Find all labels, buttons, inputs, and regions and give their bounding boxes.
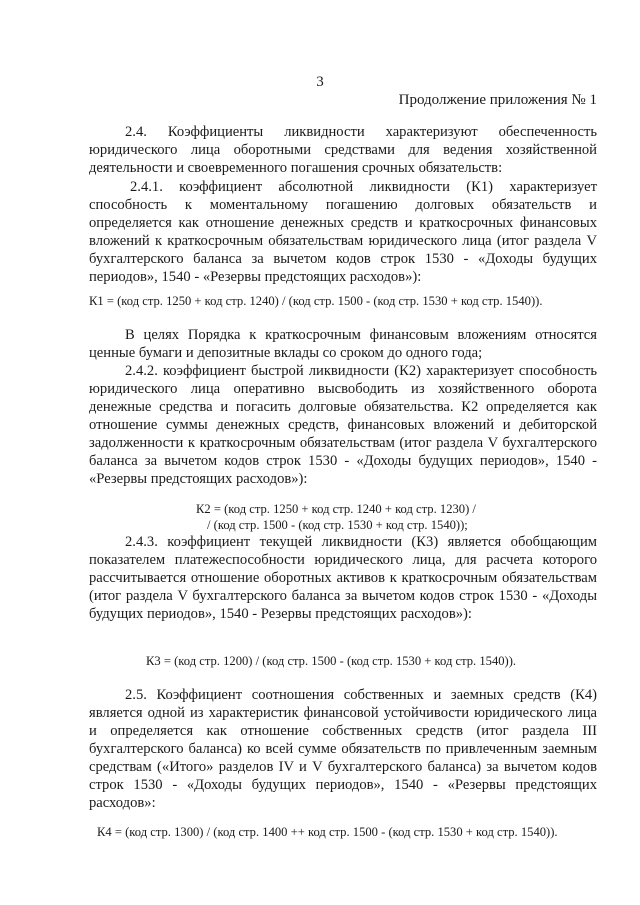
page-number: 3 xyxy=(316,74,324,90)
paragraph-2-5: 2.5. Коэффициент соотношения собственных и заемных средств (К4) является одной из характеристик финансовой устойчивости юридического лица и определяется как отношение собственных средств (итог раздела III бухгалтерского баланса) ко всей сумме обязательств по привлеченным заемным средствам («Итого» разделов IV и V бухгалтерского баланса) за вычетом кодов строк 1530 - «Доходы будущих периодов», 1540 - «Резервы предстоящих расходов»: xyxy=(89,687,597,811)
paragraph-short-term-investments: В целях Порядка к краткосрочным финансовым вложениям относятся ценные бумаги и депозитные вклады со сроком до одного года; xyxy=(89,327,597,361)
formula-k4: К4 = (код стр. 1300) / (код стр. 1400 ++ код стр. 1500 - (код стр. 1530 + код стр. 1540)). xyxy=(97,825,558,839)
formula-k2-line2: / (код стр. 1500 - (код стр. 1530 + код стр. 1540)); xyxy=(207,518,468,532)
formula-k2-line1: К2 = (код стр. 1250 + код стр. 1240 + код стр. 1230) / xyxy=(196,502,476,516)
paragraph-2-4-1: 2.4.1. коэффициент абсолютной ликвидности (К1) характеризует способность к моментальному погашению долговых обязательств и определяется как отношение денежных средств и краткосрочных финансовых вложений к краткосрочным обязательствам юридического лица (итог раздела V бухгалтерского баланса за вычетом кодов строк 1530 - «Доходы будущих периодов», 1540 - «Резервы предстоящих расходов»): xyxy=(89,179,597,285)
formula-k3: К3 = (код стр. 1200) / (код стр. 1500 - (код стр. 1530 + код стр. 1540)). xyxy=(146,654,517,668)
paragraph-2-4-2: 2.4.2. коэффициент быстрой ликвидности (К2) характеризует способность юридического лица оперативно высвободить из хозяйственного оборота денежные средства и погасить долговые обязательства. К2 определяется как отношение суммы денежных средств, финансовых вложений и дебиторской задолженности к краткосрочным обязательствам (итог раздела V бухгалтерского баланса за вычетом кодов строк 1530 - «Доходы будущих периодов», 1540 - «Резервы предстоящих расходов»): xyxy=(89,363,597,487)
continuation-header: Продолжение приложения № 1 xyxy=(398,92,597,108)
paragraph-2-4: 2.4. Коэффициенты ликвидности характеризуют обеспеченность юридического лица оборотными средствами для ведения хозяйственной деятельности и своевременного погашения срочных обязательств: xyxy=(89,124,597,176)
paragraph-2-4-3: 2.4.3. коэффициент текущей ликвидности (К3) является обобщающим показателем платежеспособности юридического лица, для расчета которого рассчитывается отношение оборотных активов к краткосрочным обязательствам (итог раздела V бухгалтерского баланса за вычетом кодов строк 1530 - «Доходы будущих периодов», 1540 - Резервы предстоящих расходов»): xyxy=(89,534,597,622)
formula-k1: К1 = (код стр. 1250 + код стр. 1240) / (код стр. 1500 - (код стр. 1530 + код стр. 1540)). xyxy=(89,294,543,308)
